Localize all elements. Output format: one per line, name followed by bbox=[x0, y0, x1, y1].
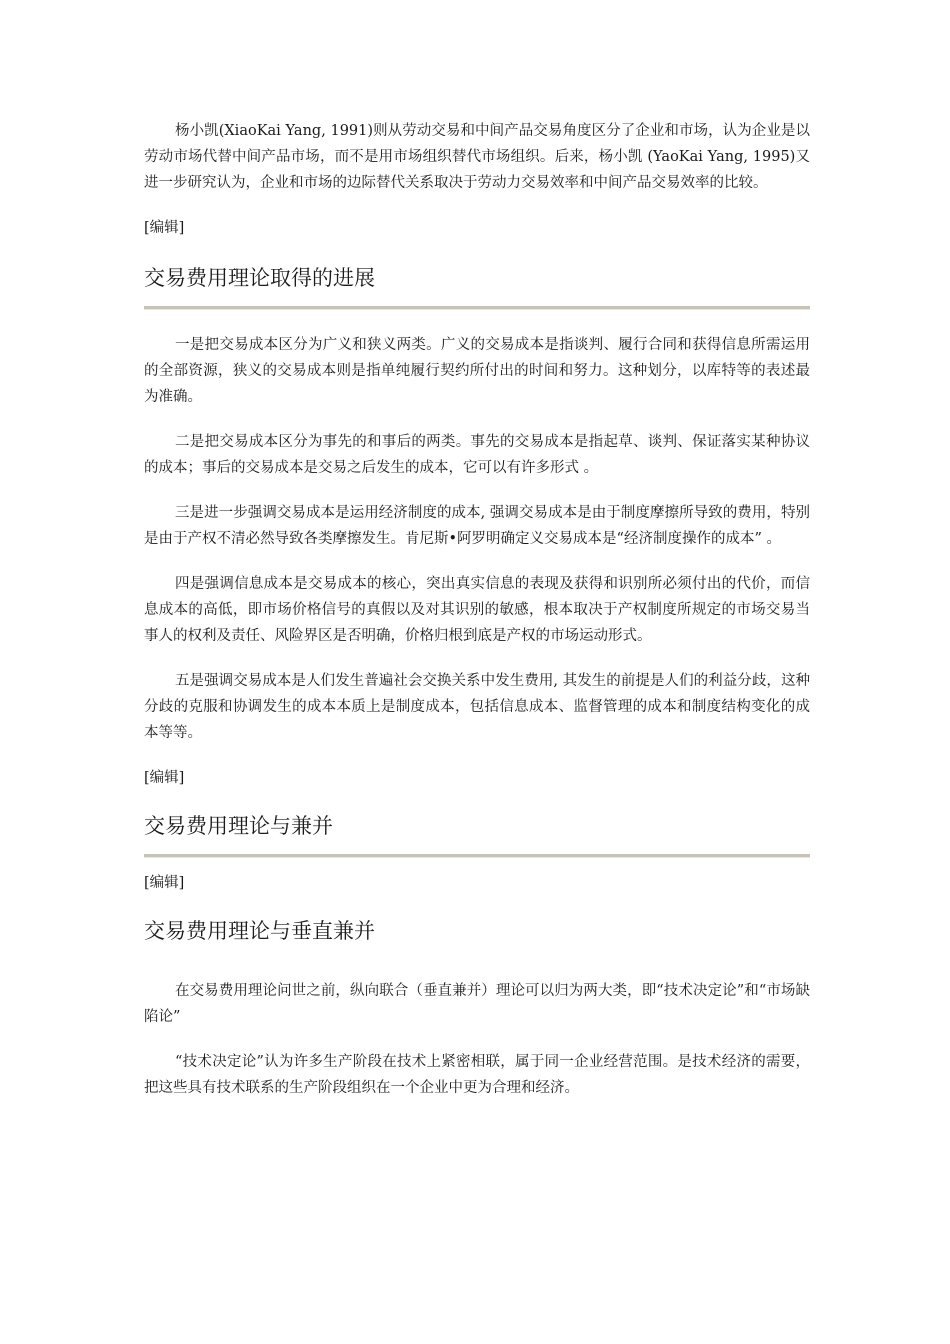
edit-link[interactable]: [编辑] bbox=[144, 770, 185, 786]
paragraph-technology-determinism: “技术决定论”认为许多生产阶段在技术上紧密相联，属于同一企业经营范围。是技术经济的需要，把这些具有技术联系的生产阶段组织在一个企业中更为合理和经济。 bbox=[144, 1054, 810, 1096]
heading-progress: 交易费用理论取得的进展 bbox=[144, 266, 375, 290]
edit-link[interactable]: [编辑] bbox=[144, 220, 185, 236]
heading-vertical-merger: 交易费用理论与垂直兼并 bbox=[144, 919, 375, 943]
paragraph-yang: 杨小凯(XiaoKai Yang, 1991)则从劳动交易和中间产品交易角度区分了企业和市场，认为企业是以劳动市场代替中间产品市场，而不是用市场组织替代市场组织。后来，杨小凯 (YaoKai Yang, 1995)又进一步研究认为，企业和市场的边际替代关系取决于劳动力交易效率和中间产品交易效率的比较。 bbox=[144, 123, 810, 191]
paragraph-one: 一是把交易成本区分为广义和狭义两类。广义的交易成本是指谈判、履行合同和获得信息所需运用的全部资源，狭义的交易成本则是指单纯履行契约所付出的时间和努力。这种划分，以库特等的表述最为准确。 bbox=[144, 337, 810, 405]
heading-merger: 交易费用理论与兼并 bbox=[144, 814, 333, 838]
edit-link[interactable]: [编辑] bbox=[144, 875, 185, 891]
paragraph-two: 二是把交易成本区分为事先的和事后的两类。事先的交易成本是指起草、谈判、保证落实某种协议的成本；事后的交易成本是交易之后发生的成本，它可以有许多形式 。 bbox=[144, 434, 810, 476]
paragraph-vertical-intro: 在交易费用理论问世之前，纵向联合（垂直兼并）理论可以归为两大类，即“技术决定论”和“市场缺陷论” bbox=[144, 983, 810, 1025]
paragraph-three: 三是进一步强调交易成本是运用经济制度的成本, 强调交易成本是由于制度摩擦所导致的费用，特别是由于产权不清必然导致各类摩擦发生。肯尼斯•阿罗明确定义交易成本是“经济制度操作的成本” 。 bbox=[144, 505, 810, 547]
paragraph-five: 五是强调交易成本是人们发生普遍社会交换关系中发生费用, 其发生的前提是人们的利益分歧，这种分歧的克服和协调发生的成本本质上是制度成本，包括信息成本、监督管理的成本和制度结构变化的成本等等。 bbox=[144, 673, 810, 741]
document-page bbox=[144, 118, 810, 1101]
paragraph-four: 四是强调信息成本是交易成本的核心，突出真实信息的表现及获得和识别所必须付出的代价，而信息成本的高低，即市场价格信号的真假以及对其识别的敏感，根本取决于产权制度所规定的市场交易当事人的权利及责任、风险界区是否明确，价格归根到底是产权的市场运动形式。 bbox=[144, 576, 810, 644]
